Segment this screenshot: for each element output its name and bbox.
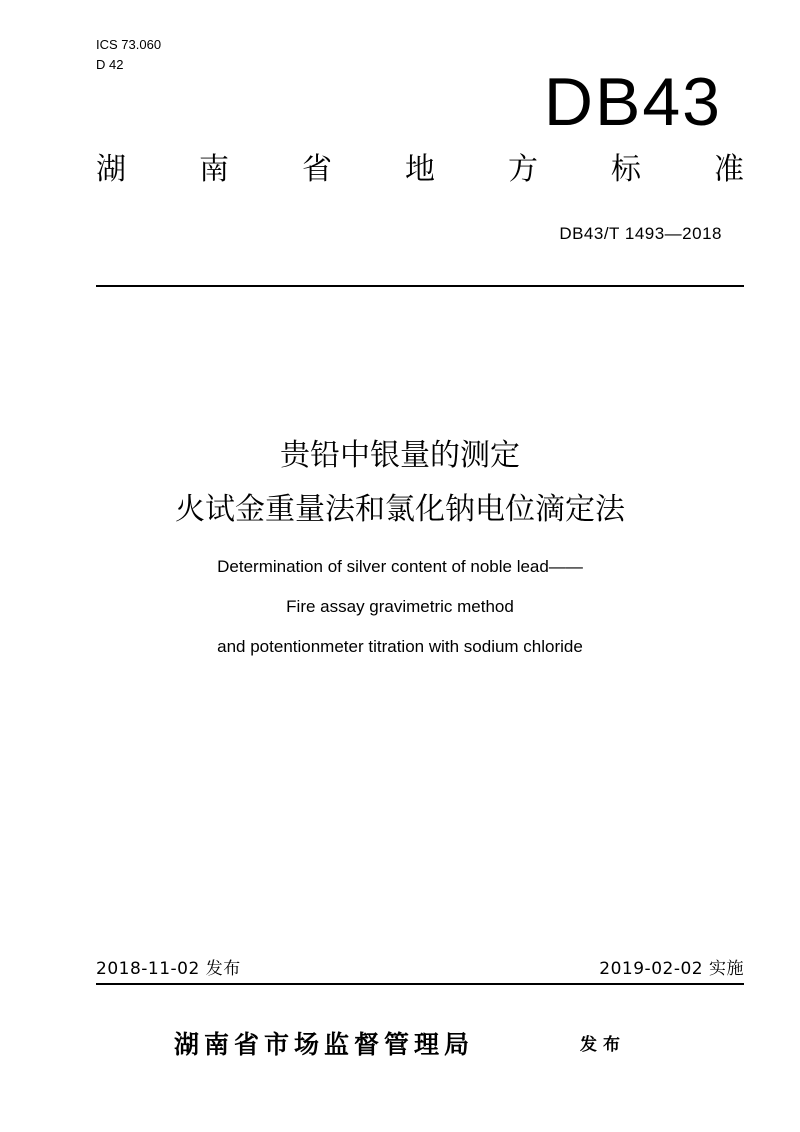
standard-type-heading <box>96 150 744 190</box>
standard-type-char: 标 <box>611 152 641 187</box>
title-english-line-1: Determination of silver content of noble lead—— <box>217 557 583 576</box>
title-chinese-line-1: 贵铅中银量的测定 <box>280 438 520 473</box>
title-english-line-3: and potentionmeter titration with sodium chloride <box>217 637 583 656</box>
issue-label: 发布 <box>580 1035 626 1055</box>
standard-type-char: 方 <box>508 152 538 187</box>
standard-type-char: 南 <box>199 152 229 187</box>
title-english-line-2: Fire assay gravimetric method <box>286 597 514 616</box>
implement-date: 2019-02-02 实施 <box>599 959 744 979</box>
standard-type-char: 省 <box>302 152 332 187</box>
ccs-code: D 42 <box>96 57 124 72</box>
standard-number: DB43/T 1493—2018 <box>559 224 722 243</box>
standard-type-char: 地 <box>405 152 435 187</box>
standard-type-char: 准 <box>714 152 744 187</box>
standard-code-heading: DB43 <box>543 64 722 140</box>
ics-code: ICS 73.060 <box>96 37 162 52</box>
issuing-authority: 湖南省市场监督管理局 <box>174 1030 475 1059</box>
publish-date: 2018-11-02 发布 <box>96 959 241 979</box>
bottom-divider <box>96 983 744 985</box>
top-divider <box>96 285 744 287</box>
standard-type-char: 湖 <box>96 152 126 187</box>
title-chinese-line-2: 火试金重量法和氯化钠电位滴定法 <box>175 492 625 527</box>
